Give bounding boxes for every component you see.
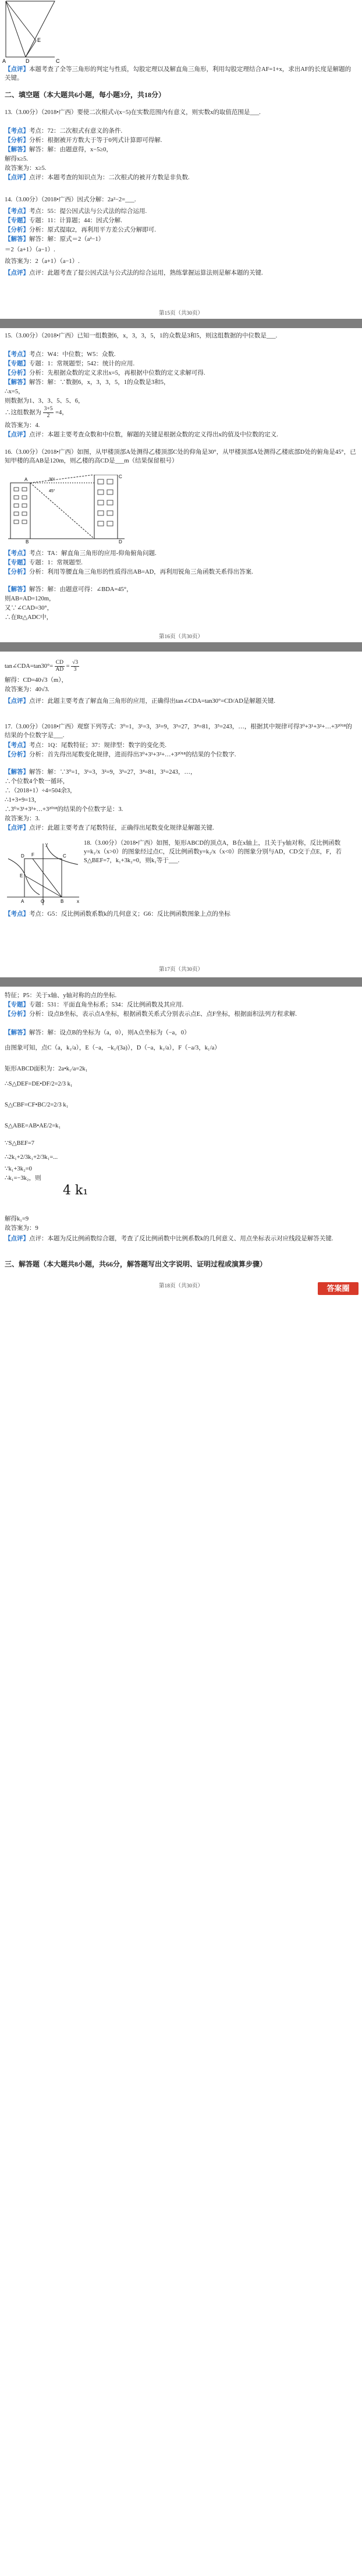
tan-line: tan∠CDA=tan30°= $\frac{CD}{AD}$ = $\frac{√3}{3}$ bbox=[5, 660, 79, 673]
q18-cm: 点评：本题为反比例函数综合题，考查了反比例函数中比例系数k的几何意义、用点坐标表示对应线段是解答关键. bbox=[29, 1236, 333, 1242]
svg-text:O: O bbox=[41, 899, 45, 904]
svg-text:45°: 45° bbox=[49, 489, 55, 493]
q16-sub: 专题：1：常规题型. bbox=[29, 560, 83, 566]
q14-stem: 14.（3.00分）（2018•广西）因式分解：2a²−2=___. bbox=[5, 197, 136, 203]
q18-sub: 专题：531：平面直角坐标系；534：反比例函数及其应用. bbox=[29, 1002, 184, 1008]
q16-s1: 则AB=AD=120m， bbox=[5, 596, 55, 602]
q16-s3: ∴在Rt△ADC中， bbox=[5, 614, 53, 621]
q18-kp: 考点：G5：反比例函数系数k的几何意义；G6：反比例函数图象上点的坐标 bbox=[29, 911, 230, 917]
tan-ans: 故答案为：40√3. bbox=[5, 686, 49, 693]
q17-ans: 故答案为：3. bbox=[5, 816, 40, 822]
q16-an: 分析：利用等腰直角三角形的性质得出AB=AD，再利用锐角三角函数关系得出答案. bbox=[29, 569, 253, 575]
q17-kp: 考点：1Q：尾数特征；37：规律型：数字的变化类. bbox=[29, 742, 166, 749]
svg-text:D: D bbox=[119, 539, 122, 543]
page-gap bbox=[0, 642, 362, 652]
q14-cm: 点评：此题考查了提公因式法与公式法的综合运用，熟练掌握运算法则是解本题的关键. bbox=[29, 270, 263, 276]
q18-l6: 矩形ABCD面积为：2a•k₁/a=2k₁ bbox=[5, 1066, 88, 1072]
q13-stem: 13.（3.00分）（2018•广西）要使二次根式√(x−5)在实数范围内有意义，则实数x的取值范围是___. bbox=[5, 109, 261, 116]
page-1: A D E C 【点评】本题考查了全等三角形的判定与性质，勾股定理以及解直角三角形，利用勾股定理结合AF=1+x，求出AF的长度是解题的关键。 二、填空题（本大题共6小题，每小题3分，共18分） 13.（3.00分）（2018•广西）要使二次根式√(x−5)在实数范围内有意义，则实数x的取值范围是___. 【考点】考点：72：二次根式有意义的条件. 【分析】分析：根据被开方数大于等于0列式计算即可得解. 【解答】解答：解：由题意得，x−5≥0， 解得x≥5. 故答案为：x≥5. 【点评】点评：本题考查的知识点为：二次根式的被开方数是非负数. 14.（3.00分）（2018•广西）因式分解：2a²−2=___. 【考点】考点：55：提公因式法与公式法的综合运用. 【专题】专题：11：计算题；44：因式分解. 【分析】分析：原式提取2，再利用平方差公式分解即可. 【解答】解答：解：原式＝2（a²−1） ＝2（a+1）（a−1）. 故答案为：2（a+1）（a−1）. 【点评】点评：此题考查了提公因式法与公式法的综合运用，熟练掌握运算法则是解本题的关键. 第15页（共30页） bbox=[0, 0, 362, 319]
section-title: 二、填空题（本大题共6小题，每小题3分，共18分） bbox=[5, 91, 166, 99]
q17-stem: 17.（3.00分）（2018•广西）观察下列等式：3⁰=1，3¹=3，3²=9，3³=27，3⁴=81，3⁵=243，…，根据其中规律可得3⁰+3¹+3²+…+3²⁰¹⁸的结果的个位数字是___. bbox=[5, 724, 352, 739]
q15-cm: 点评：本题主要考查众数和中位数，解题的关键是根据众数的定义得出x的值及中位数的定义. bbox=[29, 432, 278, 438]
q16-kp: 考点：TA：解直角三角形的应用-仰角俯角问题. bbox=[29, 550, 157, 557]
q16-s2: 又∵∠CAD=30°， bbox=[5, 605, 54, 611]
q13-step: 解得x≥5. bbox=[5, 156, 28, 162]
q18-l11: ∴2k₁+2/3k₁+2/3k₁=... bbox=[5, 1154, 58, 1161]
q18-l12: ∵k₁+3k₂=0 bbox=[5, 1166, 32, 1172]
watermark-logo: 答案圈 bbox=[318, 1282, 359, 1295]
q18-an: 分析：设点B坐标，表示点A坐标，根据函数关系式分别表示点E、点F坐标，根据面积法列方程求解. bbox=[29, 1011, 297, 1017]
q15-s1: ∴x=5， bbox=[5, 389, 24, 395]
q13-jd: 解答：解：由题意得，x−5≥0， bbox=[29, 147, 112, 153]
q18-jd: 解答：解：设点B的坐标为（a，0），则A点坐标为（−a，0） bbox=[29, 1030, 190, 1036]
svg-text:C: C bbox=[56, 58, 60, 64]
svg-text:y: y bbox=[45, 842, 48, 847]
q18-l16: 故答案为：9 bbox=[5, 1225, 38, 1232]
q15-stem: 15.（3.00分）（2018•广西）已知一组数据6，x，3，3，5，1的众数是3和5，则这组数据的中位数是___. bbox=[5, 333, 278, 339]
svg-text:C: C bbox=[63, 853, 66, 859]
q17-s3: ∴1+3+9=13， bbox=[5, 797, 41, 803]
q18-l10: ∵S△BEF=7 bbox=[5, 1140, 35, 1147]
big-formula: 4 k₁ bbox=[63, 1183, 88, 1198]
q14-step: ＝2（a+1）（a−1）. bbox=[5, 247, 55, 253]
svg-text:x: x bbox=[77, 899, 79, 904]
svg-text:D: D bbox=[26, 58, 30, 64]
building-figure bbox=[8, 475, 130, 543]
q13-an: 分析：根据被开方数大于等于0列式计算即可得解. bbox=[29, 137, 162, 144]
tan-solve: 解得：CD=40√3（m）， bbox=[5, 677, 68, 684]
q17-an: 分析：首先得出尾数变化规律，进而得出3⁰+3¹+3²+…+3²⁰¹⁸的结果的个位数字. bbox=[29, 752, 236, 758]
q15-ans: 故答案为：4. bbox=[5, 422, 40, 429]
q17-jd: 解答：解：∵3⁰=1，3¹=3，3²=9，3³=27，3⁴=81，3⁵=243，…， bbox=[29, 769, 197, 775]
q18-l7: ∴S△DEF=DE•DF/2=2/3 k₁ bbox=[5, 1081, 73, 1087]
q14-an: 分析：原式提取2，再利用平方差公式分解即可. bbox=[29, 227, 156, 233]
q15-an: 分析：先根据众数的定义求出x=5，再根据中位数的定义求解可得. bbox=[29, 370, 205, 376]
svg-text:E: E bbox=[20, 873, 23, 878]
q17-s4: ∴3⁰+3¹+3²+…+3²⁰¹⁸的结果的个位数字是：3. bbox=[5, 806, 123, 813]
svg-text:A: A bbox=[2, 58, 6, 64]
svg-text:A: A bbox=[21, 899, 24, 904]
tan-cm: 点评：此题主要考查了解直角三角形的应用，正确得出tan∠CDA=tan30°=CD/AD是解题关键. bbox=[29, 698, 275, 705]
svg-text:D: D bbox=[21, 853, 24, 859]
svg-text:30°: 30° bbox=[49, 478, 55, 482]
svg-text:A: A bbox=[24, 477, 28, 482]
page-gap bbox=[0, 319, 362, 328]
q13-kp: 考点：72：二次根式有意义的条件. bbox=[29, 128, 123, 134]
q15-s2: 则数据为1、3、3、5、5、6， bbox=[5, 398, 84, 404]
svg-text:F: F bbox=[31, 852, 34, 858]
page-footer: 第15页（共30页） bbox=[158, 311, 203, 316]
section-title: 三、解答题（本大题共8小题，共66分，解答题写出文字说明、证明过程或演算步骤） bbox=[5, 1260, 267, 1268]
q16-stem: 16.（3.00分）（2018•广西）如图，从甲楼顶部A处测得乙楼顶部C处的仰角是30°，从甲楼顶部A处测得乙楼底部D处的俯角是45°，已知甲楼的高AB是120m，则乙楼的高CD是___m（结果保留根号） bbox=[5, 449, 356, 464]
q15-jd: 解答：解：∵数据6，x，3，3，5，1的众数是3和5， bbox=[29, 379, 170, 386]
q15-kp: 考点：W4：中位数；W5：众数. bbox=[29, 351, 116, 358]
svg-text:E: E bbox=[37, 37, 41, 43]
q14-sub: 专题：11：计算题；44：因式分解. bbox=[29, 218, 122, 224]
q14-jd: 解答：解：原式＝2（a²−1） bbox=[29, 236, 105, 243]
svg-text:B: B bbox=[61, 899, 64, 904]
q16-jd: 解答：解：由题意可得：∠BDA=45°， bbox=[29, 586, 133, 593]
page-4: 特征；P5：关于x轴、y轴对称的点的坐标. 【专题】专题：531：平面直角坐标系；534：反比例函数及其应用. 【分析】分析：设点B坐标，表示点A坐标，根据函数关系式分别表示点E、点F坐标，根据面积法列方程求解. 【解答】解答：解：设点B的坐标为（a，0），则A点坐标为（−a，0） 由图象可知，点C（a，k₁/a），E（−a，−k₁/(3a)），D（−a，k₁/a），F（−a/3，k₁/a） 矩形ABCD面积为：2a•k₁/a=2k₁ ∴S△DEF=DE•DF/2=2/3 k₁ S△CBF=CF•BC/2=2/3 k₁ S△ABE=AB•AE/2=k₁ ∵S△BEF=7 ∴2k₁+2/3k₁+2/3k₁=... ∵k₁+3k₂=0 ∴k₁=−3k₂，则 4 k₁ 解得k₁=9 故答案为：9 【点评】点评：本题为反比例函数综合题，考查了反比例函数中比例系数k的几何意义、用点坐标表示对应线段是解答关键. 三、解答题（本大题共8小题，共66分，解答题写出文字说明、证明过程或演算步骤） 第18页（共30页） 答案圈 bbox=[0, 987, 362, 2576]
q13-cm: 点评：本题考查的知识点为：二次根式的被开方数是非负数. bbox=[29, 175, 190, 181]
q18-l9: S△ABE=AB•AE/2=k₁ bbox=[5, 1123, 61, 1129]
q18-l13: ∴k₁=−3k₂，则 bbox=[5, 1175, 41, 1182]
page-footer: 第17页（共30页） bbox=[158, 967, 203, 973]
q18-l5: 由图象可知，点C（a，k₁/a），E（−a，−k₁/(3a)），D（−a，k₁/a），F（−a/3，k₁/a） bbox=[5, 1045, 221, 1051]
page-2: 15.（3.00分）（2018•广西）已知一组数据6，x，3，3，5，1的众数是3和5，则这组数据的中位数是___. 【考点】考点：W4：中位数；W5：众数. 【专题】专题：1：常规题型；542：统计的应用. 【分析】分析：先根据众数的定义求出x=5，再根据中位数的定义求解可得. 【解答】解答：解：∵数据6，x，3，3，5，1的众数是3和5， ∴x=5， 则数据为1、3、3、5、5、6， ∴这组数据为 $\frac{3+5}{2}$ =4， 故答案为：4. 【点评】点评：本题主要考查众数和中位数，解题的关键是根据众数的定义得出x的值及中位数的定义. 16.（3.00分）（2018•广西）如图，从甲楼顶部A处测得乙楼顶部C处的仰角是30°，从甲楼顶部A处测得乙楼底部D处的俯角是45°，已知甲楼的高AB是120m，则乙楼的高CD是___m（结果保留根号） A B C D 30° 45° 【考点】考点：TA：解直角三角形的应用-仰角俯角问题. 【专题】专题：1：常规题型. 【分析】分析：利用等腰直角三角形的性质得出AB=AD，再利用锐角三角函数关系得出答案. 【解答】解答：解：由题意可得：∠BDA=45°， 则AB=AD=120m， 又∵∠CAD=30°， ∴在Rt△ADC中， 第16页（共30页） bbox=[0, 328, 362, 642]
page-gap bbox=[0, 977, 362, 987]
svg-text:B: B bbox=[26, 539, 29, 543]
page-3: tan∠CDA=tan30°= $\frac{CD}{AD}$ = $\frac{√3}{3}$ 解得：CD=40√3（m）， 故答案为：40√3. 【点评】点评：此题主要考查了解直角三角形的应用，正确得出tan∠CDA=tan30°=CD/AD是解题关键. 17.（3.00分）（2018•广西）观察下列等式：3⁰=1，3¹=3，3²=9，3³=27，3⁴=81，3⁵=243，…，根据其中规律可得3⁰+3¹+3²+…+3²⁰¹⁸的结果的个位数字是___. 【考点】考点：1Q：尾数特征；37：规律型：数字的变化类. 【分析】分析：首先得出尾数变化规律，进而得出3⁰+3¹+3²+…+3²⁰¹⁸的结果的个位数字. 【解答】解答：解：∵3⁰=1，3¹=3，3²=9，3³=27，3⁴=81，3⁵=243，…， ∴个位数4个数一循环， ∴（2018+1）÷4=504余3， ∴1+3+9=13， ∴3⁰+3¹+3²+…+3²⁰¹⁸的结果的个位数字是：3. 故答案为：3. 【点评】点评：此题主要考查了尾数特征，正确得出尾数变化规律是解题关键. 18.（3.00分）（2018•广西）如图，矩形ABCD的顶点A，B在x轴上，且关于y轴对称，反比例函数y=k₁/x（x>0）的图象经过点C，反比例函数y=k₂/x（x<0）的图象分别与AD，CD交于点E，F，若S△BEF=7，k₁+3k₂=0，则k₁等于___. D F C E A O B x y 【考点】考点：G5：反比例函数系数k的几何意义；G6：反比例函数图象上点的坐标 第17页（共30页） bbox=[0, 652, 362, 977]
q13-ans: 故答案为：x≥5. bbox=[5, 165, 47, 172]
page-footer: 第18页（共30页） bbox=[158, 1283, 203, 1289]
hyperbola-figure bbox=[5, 841, 83, 909]
q17-s1: ∴个位数4个数一循环， bbox=[5, 778, 69, 785]
q14-kp: 考点：55：提公因式法与公式法的综合运用. bbox=[29, 208, 147, 215]
comment-block: 【点评】本题考查了全等三角形的判定与性质，勾股定理以及解直角三角形，利用勾股定理结合AF=1+x，求出AF的长度是解题的关键。 bbox=[5, 66, 352, 81]
q14-ans: 故答案为：2（a+1）（a−1）. bbox=[5, 258, 80, 265]
q18-stem: 18.（3.00分）（2018•广西）如图，矩形ABCD的顶点A，B在x轴上，且关于y轴对称，反比例函数y=k₁/x（x>0）的图象经过点C，反比例函数y=k₂/x（x<0）的图象分别与AD，CD交于点E，F，若S△BEF=7，k₁+3k₂=0，则k₁等于___. bbox=[84, 840, 342, 864]
svg-text:C: C bbox=[119, 475, 122, 479]
q15-sub: 专题：1：常规题型；542：统计的应用. bbox=[29, 361, 135, 367]
q18-l15: 解得k₁=9 bbox=[5, 1216, 29, 1222]
q18-l8: S△CBF=CF•BC/2=2/3 k₁ bbox=[5, 1102, 69, 1108]
page-footer: 第16页（共30页） bbox=[158, 634, 203, 640]
q17-cm: 点评：此题主要考查了尾数特征，正确得出尾数变化规律是解题关键. bbox=[29, 825, 214, 831]
q15-s3: ∴这组数据为 $\frac{3+5}{2}$ =4， bbox=[5, 406, 68, 419]
triangle-figure bbox=[2, 0, 119, 65]
q17-s2: ∴（2018+1）÷4=504余3， bbox=[5, 788, 76, 794]
q18-cont: 特征；P5：关于x轴、y轴对称的点的坐标. bbox=[5, 992, 117, 999]
